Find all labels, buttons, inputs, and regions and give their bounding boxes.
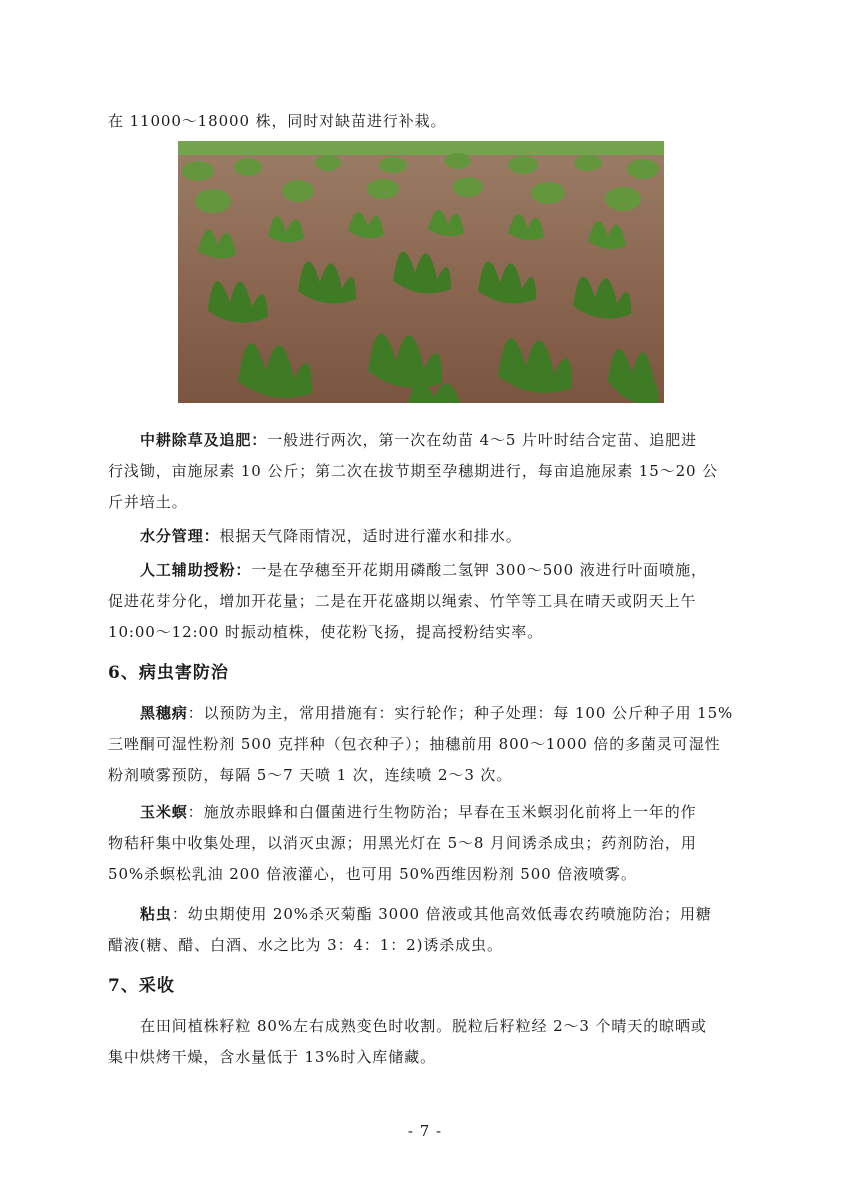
- millet-seedling-field-photo: [178, 141, 664, 403]
- water-line-1: 水分管理：根据天气降雨情况，适时进行灌水和排水。: [140, 527, 522, 545]
- section-6-heading: 6、病虫害防治: [108, 663, 229, 683]
- water-term: 水分管理：: [140, 527, 220, 545]
- armyworm-line-2: 醋液(糖、醋、白酒、水之比为 3：4：1：2)诱杀成虫。: [108, 936, 503, 954]
- pollination-line-1: 人工辅助授粉：一是在孕穗至开花期用磷酸二氢钾 300～500 液进行叶面喷施，: [140, 561, 707, 579]
- pollination-line-2: 促进花芽分化，增加开花量；二是在开花盛期以绳索、竹竿等工具在晴天或阴天上午: [108, 592, 697, 610]
- smut-line-2: 三唑酮可湿性粉剂 500 克拌种（包衣种子）；抽穗前用 800～1000 倍的多菌灵可湿性: [108, 735, 721, 753]
- cultivation-line-1: 中耕除草及追肥：一般进行两次，第一次在幼苗 4～5 片叶时结合定苗、追肥进: [140, 431, 697, 449]
- armyworm-line-1: 粘虫：幼虫期使用 20%杀灭菊酯 3000 倍液或其他高效低毒农药喷施防治；用糖: [140, 905, 712, 923]
- intro-line: 在 11000～18000 株，同时对缺苗进行补栽。: [108, 112, 447, 130]
- smut-line-1: 黑穗病：以预防为主，常用措施有：实行轮作；种子处理：每 100 公斤种子用 15%: [140, 704, 734, 722]
- borer-line-3: 50%杀螟松乳油 200 倍液灌心，也可用 50%西维因粉剂 500 倍液喷雾。: [108, 865, 637, 883]
- armyworm-term: 粘虫: [140, 905, 172, 923]
- section-7-heading: 7、采收: [108, 976, 175, 996]
- smut-term: 黑穗病: [140, 704, 188, 722]
- pollination-line-3: 10:00～12:00 时振动植株，使花粉飞扬，提高授粉结实率。: [108, 623, 544, 641]
- borer-term: 玉米螟: [140, 803, 188, 821]
- borer-line-1: 玉米螟：施放赤眼蜂和白僵菌进行生物防治；早春在玉米螟羽化前将上一年的作: [140, 803, 697, 821]
- page-number: - 7 -: [407, 1122, 443, 1140]
- harvest-line-2: 集中烘烤干燥，含水量低于 13%时入库储藏。: [108, 1048, 436, 1066]
- smut-line-3: 粉剂喷雾预防，每隔 5～7 天喷 1 次，连续喷 2～3 次。: [108, 766, 513, 784]
- borer-line-2: 物秸秆集中收集处理，以消灭虫源；用黑光灯在 5～8 月间诱杀成虫；药剂防治，用: [108, 834, 697, 852]
- harvest-line-1: 在田间植株籽粒 80%左右成熟变色时收割。脱粒后籽粒经 2～3 个晴天的晾晒或: [140, 1017, 707, 1035]
- cultivation-line-3: 斤并培土。: [108, 493, 188, 511]
- cultivation-line-2: 行浅锄，亩施尿素 10 公斤；第二次在拔节期至孕穗期进行，每亩追施尿素 15～20 公: [108, 462, 719, 480]
- cultivation-term: 中耕除草及追肥：: [140, 431, 268, 449]
- pollination-term: 人工辅助授粉：: [140, 561, 252, 579]
